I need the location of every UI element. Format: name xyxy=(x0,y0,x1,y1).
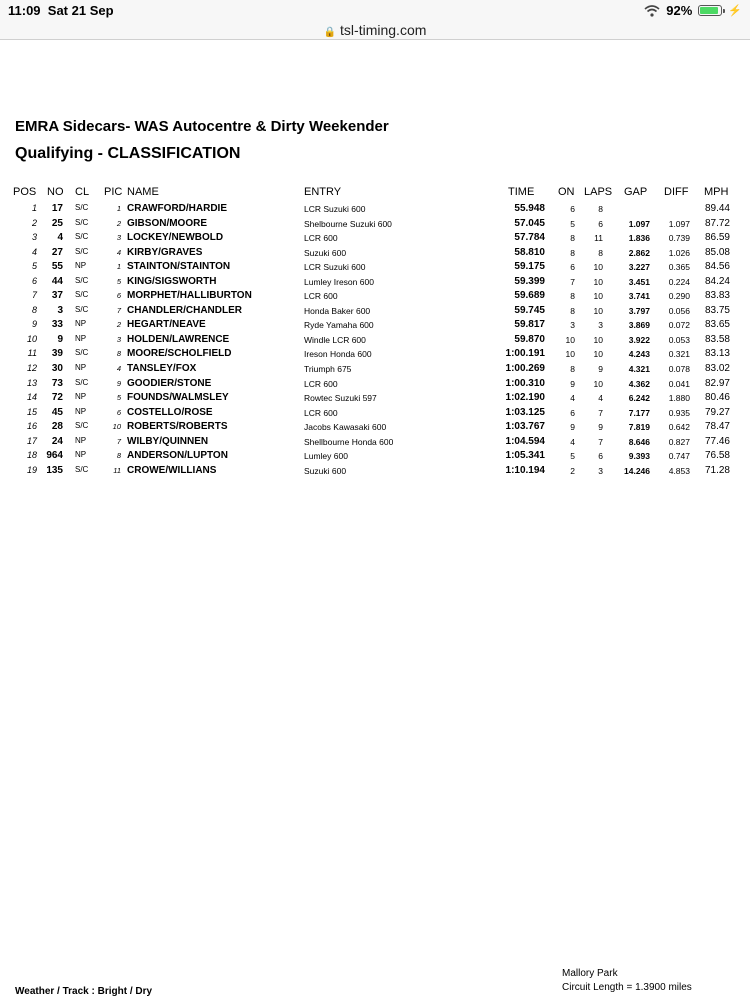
header-gap: GAP xyxy=(624,186,648,198)
table-row xyxy=(0,275,750,290)
cell-gap: 6.242 xyxy=(628,393,650,404)
cell-entry: LCR 600 xyxy=(304,378,338,389)
cell-on: 5 xyxy=(570,451,575,462)
cell-laps: 3 xyxy=(598,465,603,476)
cell-pos: 19 xyxy=(26,464,37,475)
table-row xyxy=(0,202,750,217)
header-no: NO xyxy=(47,186,64,198)
cell-laps: 10 xyxy=(593,262,603,273)
cell-pic: 4 xyxy=(116,247,121,257)
table-row xyxy=(0,449,750,464)
cell-gap: 3.451 xyxy=(628,276,650,287)
cell-gap: 3.741 xyxy=(628,291,650,302)
table-row xyxy=(0,435,750,450)
cell-gap: 7.819 xyxy=(628,422,650,433)
cell-cl: NP xyxy=(75,333,87,343)
status-time: 11:09 Sat 21 Sep xyxy=(8,3,114,18)
cell-no: 45 xyxy=(51,406,63,418)
cell-mph: 82.97 xyxy=(704,377,730,389)
cell-gap: 4.362 xyxy=(628,378,650,389)
cell-entry: LCR Suzuki 600 xyxy=(304,262,366,273)
cell-time: 58.810 xyxy=(514,246,545,258)
cell-diff: 0.053 xyxy=(668,334,690,345)
cell-entry: Lumley Ireson 600 xyxy=(304,276,374,287)
cell-entry: Jacobs Kawasaki 600 xyxy=(304,422,387,433)
table-row xyxy=(0,420,750,435)
cell-time: 1:00.191 xyxy=(505,348,545,360)
cell-time: 59.817 xyxy=(514,319,545,331)
cell-name: KIRBY/GRAVES xyxy=(127,246,203,258)
cell-mph: 84.24 xyxy=(704,275,730,287)
charging-icon: ⚡ xyxy=(728,5,742,17)
cell-on: 10 xyxy=(565,334,575,345)
cell-time: 1:00.310 xyxy=(505,377,545,389)
cell-no: 17 xyxy=(51,203,63,214)
cell-diff: 1.097 xyxy=(668,218,690,229)
cell-no: 72 xyxy=(51,392,63,404)
cell-on: 6 xyxy=(570,204,575,214)
cell-laps: 10 xyxy=(593,305,603,316)
circuit-length: Circuit Length = 1.3900 miles xyxy=(562,982,692,993)
cell-name: KING/SIGSWORTH xyxy=(127,275,217,287)
cell-pos: 4 xyxy=(31,246,37,257)
results-table xyxy=(0,185,750,478)
cell-pos: 16 xyxy=(26,421,37,432)
cell-cl: S/C xyxy=(75,275,89,285)
cell-entry: Suzuki 600 xyxy=(304,465,347,476)
cell-laps: 8 xyxy=(598,247,603,258)
cell-mph: 86.59 xyxy=(704,232,730,244)
cell-name: GOODIER/STONE xyxy=(127,377,212,389)
cell-time: 59.399 xyxy=(514,275,545,287)
url-text[interactable]: tsl-timing.com xyxy=(340,22,427,38)
table-row xyxy=(0,406,750,421)
cell-pos: 10 xyxy=(26,333,37,344)
cell-no: 3 xyxy=(57,304,63,316)
wifi-icon xyxy=(644,5,660,17)
cell-cl: S/C xyxy=(75,232,89,242)
cell-gap: 3.227 xyxy=(628,262,650,273)
cell-gap: 4.321 xyxy=(628,364,650,375)
cell-name: STAINTON/STAINTON xyxy=(127,261,231,273)
battery-percent: 92% xyxy=(666,3,693,18)
cell-no: 964 xyxy=(46,450,63,462)
cell-time: 57.045 xyxy=(514,217,545,229)
cell-no: 25 xyxy=(51,217,63,229)
cell-no: 4 xyxy=(57,232,63,244)
cell-pic: 1 xyxy=(116,204,121,213)
cell-cl: NP xyxy=(75,261,87,271)
cell-mph: 76.58 xyxy=(704,450,730,462)
cell-pic: 7 xyxy=(116,305,121,315)
cell-diff: 0.739 xyxy=(668,233,690,244)
cell-name: MOORE/SCHOLFIELD xyxy=(127,348,232,360)
cell-mph: 83.75 xyxy=(704,304,730,316)
cell-laps: 6 xyxy=(598,451,603,462)
cell-pic: 5 xyxy=(116,276,121,286)
cell-pos: 7 xyxy=(31,290,37,301)
cell-pos: 5 xyxy=(31,261,37,272)
cell-entry: LCR 600 xyxy=(304,407,338,418)
cell-mph: 89.44 xyxy=(704,203,730,214)
cell-entry: Lumley 600 xyxy=(304,451,348,462)
cell-cl: NP xyxy=(75,392,87,402)
cell-time: 59.689 xyxy=(514,290,545,302)
cell-laps: 10 xyxy=(593,276,603,287)
cell-diff: 0.072 xyxy=(668,320,690,331)
cell-name: CRAWFORD/HARDIE xyxy=(127,203,227,214)
cell-pos: 17 xyxy=(26,435,37,446)
table-row xyxy=(0,318,750,333)
header-name: NAME xyxy=(127,186,159,198)
cell-entry: Shellbourne Honda 600 xyxy=(304,436,394,447)
cell-pos: 6 xyxy=(31,275,37,286)
cell-no: 27 xyxy=(51,246,63,258)
cell-pos: 15 xyxy=(26,406,37,417)
cell-pos: 3 xyxy=(31,232,37,243)
cell-cl: NP xyxy=(75,435,87,445)
cell-time: 1:03.767 xyxy=(505,421,545,433)
cell-cl: S/C xyxy=(75,377,89,387)
cell-pos: 18 xyxy=(26,450,37,461)
cell-laps: 10 xyxy=(593,378,603,389)
cell-diff: 0.056 xyxy=(668,305,690,316)
cell-laps: 7 xyxy=(598,407,603,418)
cell-gap: 3.869 xyxy=(628,320,650,331)
table-row xyxy=(0,333,750,348)
cell-pos: 8 xyxy=(31,304,37,315)
header-diff: DIFF xyxy=(664,186,689,198)
cell-cl: NP xyxy=(75,363,87,373)
cell-gap: 3.922 xyxy=(628,334,650,345)
cell-name: GIBSON/MOORE xyxy=(127,217,208,229)
cell-time: 55.948 xyxy=(514,203,545,214)
cell-pic: 4 xyxy=(116,364,121,374)
cell-laps: 8 xyxy=(598,204,603,214)
cell-name: LOCKEY/NEWBOLD xyxy=(127,232,224,244)
cell-time: 59.870 xyxy=(514,333,545,345)
cell-gap: 3.797 xyxy=(628,305,650,316)
cell-gap: 1.097 xyxy=(628,218,650,229)
cell-pos: 12 xyxy=(26,363,37,374)
cell-gap: 4.243 xyxy=(628,349,650,360)
cell-cl: S/C xyxy=(75,203,89,212)
cell-laps: 9 xyxy=(598,364,603,375)
cell-pos: 1 xyxy=(31,203,37,213)
cell-laps: 4 xyxy=(598,393,603,404)
cell-entry: Suzuki 600 xyxy=(304,247,347,258)
table-row xyxy=(0,289,750,304)
cell-name: HOLDEN/LAWRENCE xyxy=(127,333,230,345)
cell-laps: 10 xyxy=(593,334,603,345)
cell-on: 5 xyxy=(570,218,575,229)
cell-diff: 0.078 xyxy=(668,364,690,375)
cell-name: ROBERTS/ROBERTS xyxy=(127,421,228,433)
cell-entry: Ireson Honda 600 xyxy=(304,349,372,360)
cell-pic: 3 xyxy=(116,233,121,243)
cell-no: 37 xyxy=(51,290,63,302)
cell-no: 39 xyxy=(51,348,63,360)
cell-pic: 10 xyxy=(112,422,121,432)
cell-diff: 0.827 xyxy=(668,436,690,447)
cell-time: 1:02.190 xyxy=(505,392,545,404)
cell-diff: 0.224 xyxy=(668,276,690,287)
cell-entry: LCR 600 xyxy=(304,233,338,244)
cell-pic: 9 xyxy=(116,378,121,388)
cell-pos: 14 xyxy=(26,392,37,403)
cell-entry: LCR 600 xyxy=(304,291,338,302)
cell-diff: 4.853 xyxy=(668,465,690,476)
cell-entry: Triumph 675 xyxy=(304,364,352,375)
cell-laps: 6 xyxy=(598,218,603,229)
table-row xyxy=(0,231,750,246)
table-header xyxy=(0,185,750,202)
table-row xyxy=(0,377,750,392)
cell-time: 59.175 xyxy=(514,261,545,273)
cell-pos: 9 xyxy=(31,319,37,330)
cell-on: 8 xyxy=(570,247,575,258)
cell-diff: 0.642 xyxy=(668,422,690,433)
weather-track: Weather / Track : Bright / Dry xyxy=(15,986,153,997)
cell-no: 24 xyxy=(51,435,63,447)
cell-laps: 10 xyxy=(593,291,603,302)
cell-on: 10 xyxy=(565,349,575,360)
status-indicators xyxy=(644,3,742,18)
table-row xyxy=(0,217,750,232)
cell-time: 1:00.269 xyxy=(505,363,545,375)
cell-pos: 13 xyxy=(26,377,37,388)
cell-gap: 1.836 xyxy=(628,233,650,244)
cell-cl: S/C xyxy=(75,464,89,474)
cell-diff: 0.041 xyxy=(668,378,690,389)
cell-gap: 9.393 xyxy=(628,451,650,462)
cell-on: 8 xyxy=(570,291,575,302)
venue: Mallory Park xyxy=(562,968,618,979)
cell-gap: 14.246 xyxy=(624,465,650,476)
cell-diff: 1.880 xyxy=(668,393,690,404)
cell-entry: Windle LCR 600 xyxy=(304,334,366,345)
cell-no: 55 xyxy=(51,261,63,273)
battery-icon xyxy=(698,5,722,16)
cell-no: 28 xyxy=(51,421,63,433)
cell-on: 4 xyxy=(570,436,575,447)
cell-diff: 1.026 xyxy=(668,247,690,258)
cell-on: 3 xyxy=(570,320,575,331)
cell-name: TANSLEY/FOX xyxy=(127,363,197,375)
cell-mph: 83.65 xyxy=(704,319,730,331)
header-pic: PIC xyxy=(104,186,123,198)
cell-time: 1:04.594 xyxy=(505,435,545,447)
cell-cl: NP xyxy=(75,406,87,416)
cell-no: 33 xyxy=(51,319,63,331)
cell-on: 4 xyxy=(570,393,575,404)
cell-mph: 83.83 xyxy=(704,290,730,302)
cell-gap: 7.177 xyxy=(628,407,650,418)
cell-on: 9 xyxy=(570,422,575,433)
table-row xyxy=(0,246,750,261)
cell-cl: S/C xyxy=(75,290,89,300)
cell-pic: 6 xyxy=(116,291,121,301)
header-laps: LAPS xyxy=(584,186,613,198)
cell-cl: S/C xyxy=(75,246,89,256)
cell-on: 2 xyxy=(570,465,575,476)
cell-laps: 3 xyxy=(598,320,603,331)
cell-entry: Rowtec Suzuki 597 xyxy=(304,393,377,404)
cell-diff: 0.365 xyxy=(668,262,690,273)
cell-mph: 77.46 xyxy=(704,435,730,447)
cell-entry: Honda Baker 600 xyxy=(304,305,371,316)
cell-pos: 11 xyxy=(27,348,37,359)
cell-no: 30 xyxy=(51,363,63,375)
cell-laps: 11 xyxy=(594,233,603,244)
circuit-info xyxy=(562,967,692,995)
cell-mph: 71.28 xyxy=(704,464,730,476)
cell-no: 44 xyxy=(51,275,63,287)
cell-mph: 85.08 xyxy=(704,246,730,258)
cell-mph: 84.56 xyxy=(704,261,730,273)
page-title: EMRA Sidecars- WAS Autocentre & Dirty Weekender xyxy=(15,118,389,135)
cell-mph: 79.27 xyxy=(704,406,730,418)
cell-gap: 8.646 xyxy=(628,436,650,447)
cell-time: 1:05.341 xyxy=(505,450,545,462)
cell-laps: 7 xyxy=(598,436,603,447)
table-row xyxy=(0,347,750,362)
table-row xyxy=(0,304,750,319)
cell-mph: 83.02 xyxy=(704,363,730,375)
table-row xyxy=(0,391,750,406)
cell-diff: 0.290 xyxy=(668,291,690,302)
header-mph: MPH xyxy=(704,186,729,198)
cell-pic: 8 xyxy=(116,451,121,461)
address-bar[interactable] xyxy=(0,22,750,40)
cell-time: 57.784 xyxy=(514,232,545,244)
cell-time: 1:03.125 xyxy=(505,406,545,418)
cell-on: 7 xyxy=(570,276,575,287)
cell-on: 8 xyxy=(570,364,575,375)
cell-mph: 83.13 xyxy=(704,348,730,360)
cell-gap: 2.862 xyxy=(628,247,650,258)
table-row xyxy=(0,362,750,377)
status-bar xyxy=(0,0,750,22)
cell-cl: NP xyxy=(75,450,87,460)
cell-mph: 87.72 xyxy=(704,217,730,229)
cell-on: 8 xyxy=(570,305,575,316)
lock-icon: 🔒 xyxy=(323,27,337,38)
cell-pic: 2 xyxy=(116,320,121,330)
cell-name: CHANDLER/CHANDLER xyxy=(127,304,242,316)
cell-cl: S/C xyxy=(75,421,89,431)
cell-pic: 11 xyxy=(113,465,121,475)
cell-diff: 0.935 xyxy=(668,407,690,418)
cell-name: HEGART/NEAVE xyxy=(127,319,206,331)
cell-name: ANDERSON/LUPTON xyxy=(127,450,228,462)
cell-no: 9 xyxy=(57,333,63,345)
cell-pos: 2 xyxy=(31,217,37,228)
cell-entry: LCR Suzuki 600 xyxy=(304,204,366,214)
cell-name: WILBY/QUINNEN xyxy=(127,435,209,447)
cell-diff: 0.747 xyxy=(668,451,690,462)
table-row xyxy=(0,260,750,275)
cell-on: 9 xyxy=(570,378,575,389)
cell-time: 59.745 xyxy=(514,304,545,316)
cell-pic: 6 xyxy=(116,407,121,417)
header-on: ON xyxy=(558,186,575,198)
cell-pic: 8 xyxy=(116,349,121,359)
cell-on: 6 xyxy=(570,407,575,418)
cell-cl: S/C xyxy=(75,304,89,314)
cell-time: 1:10.194 xyxy=(505,464,545,476)
cell-pic: 1 xyxy=(116,262,121,272)
cell-cl: S/C xyxy=(75,348,89,358)
cell-pic: 7 xyxy=(116,436,121,446)
page-subtitle: Qualifying - CLASSIFICATION xyxy=(15,145,241,162)
cell-no: 73 xyxy=(51,377,63,389)
table-row xyxy=(0,464,750,479)
cell-name: MORPHET/HALLIBURTON xyxy=(127,290,252,302)
cell-pic: 3 xyxy=(116,334,121,344)
cell-pic: 5 xyxy=(116,393,121,403)
cell-name: COSTELLO/ROSE xyxy=(127,406,213,418)
cell-cl: S/C xyxy=(75,217,89,227)
cell-cl: NP xyxy=(75,319,87,329)
header-pos: POS xyxy=(13,186,37,198)
table-body xyxy=(0,202,750,478)
cell-laps: 10 xyxy=(593,349,603,360)
cell-name: CROWE/WILLIANS xyxy=(127,464,217,476)
cell-no: 135 xyxy=(46,464,63,476)
cell-name: FOUNDS/WALMSLEY xyxy=(127,392,229,404)
header-entry: ENTRY xyxy=(304,186,342,198)
cell-on: 8 xyxy=(570,233,575,244)
cell-diff: 0.321 xyxy=(668,349,690,360)
cell-entry: Shelbourne Suzuki 600 xyxy=(304,218,392,229)
header-cl: CL xyxy=(75,186,90,198)
cell-on: 6 xyxy=(570,262,575,273)
cell-pic: 2 xyxy=(116,218,121,228)
header-time: TIME xyxy=(508,186,535,198)
cell-mph: 80.46 xyxy=(704,392,730,404)
cell-entry: Ryde Yamaha 600 xyxy=(304,320,374,331)
cell-mph: 83.58 xyxy=(704,333,730,345)
cell-mph: 78.47 xyxy=(704,421,730,433)
cell-laps: 9 xyxy=(598,422,603,433)
